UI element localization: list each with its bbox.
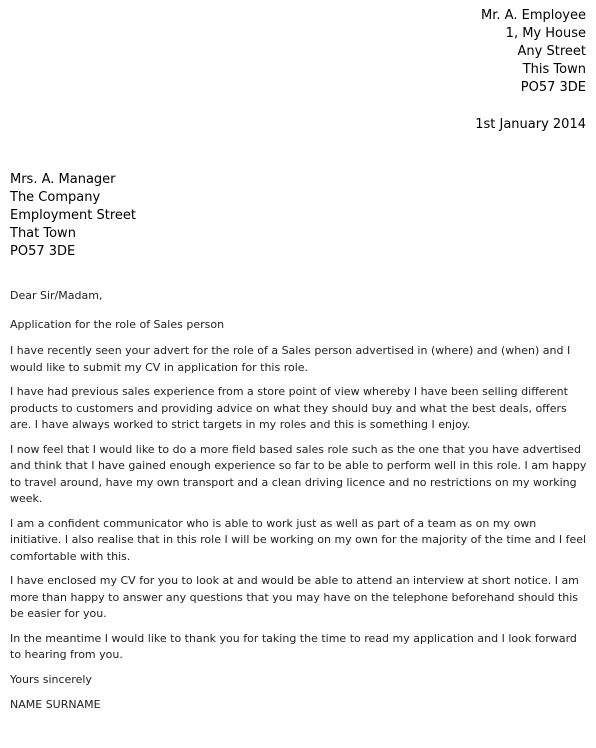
body-paragraph: I now feel that I would like to do a more field based sales role such as the one that you have advertised and think that I have gained enough experience so far to be able to perform well in this role. I am happy to travel around, have my own transport and a clean driving licence and no restrictions on my working week. <box>10 442 587 505</box>
signature-name: NAME SURNAME <box>10 698 101 711</box>
recipient-name: Mrs. A. Manager <box>10 172 116 187</box>
body-paragraph: I have had previous sales experience from a store point of view whereby I have been selling different products to customers and providing advice on what they should buy and what the best deals, offers are. I have always worked to strict targets in my roles and this is something I enjoy. <box>10 385 568 431</box>
sender-address-line2: Any Street <box>517 44 586 59</box>
sender-address-line1: 1, My House <box>505 26 586 41</box>
body-paragraph: In the meantime I would like to thank you for taking the time to read my application and I look forward to hearing from you. <box>10 631 577 661</box>
sender-name: Mr. A. Employee <box>481 8 586 23</box>
subject-line: Application for the role of Sales person <box>10 317 225 331</box>
letter-date: 1st January 2014 <box>475 117 586 132</box>
recipient-company: The Company <box>10 190 101 205</box>
sender-postcode: PO57 3DE <box>520 80 586 95</box>
sender-town: This Town <box>522 62 586 77</box>
recipient-address <box>10 171 136 261</box>
letter-body <box>10 288 590 714</box>
sender-address <box>481 7 586 97</box>
body-paragraph: I am a confident communicator who is able to work just as well as part of a team as on my own initiative. I also realise that in this role I will be working on my own for the majority of the time and I feel comfortable with this. <box>10 516 587 563</box>
salutation: Dear Sir/Madam, <box>10 289 103 302</box>
recipient-postcode: PO57 3DE <box>10 244 76 259</box>
body-paragraph: I have recently seen your advert for the role of a Sales person advertised in (where) and (when) and I would like to submit my CV in application for this role. <box>10 344 571 374</box>
closing: Yours sincerely <box>10 672 92 686</box>
recipient-town: That Town <box>10 226 76 241</box>
body-paragraph: I have enclosed my CV for you to look at and would be able to attend an interview at short notice. I am more than happy to answer any questions that you may have on the telephone beforehand should this be easier for you. <box>10 574 579 620</box>
recipient-street: Employment Street <box>10 208 137 223</box>
